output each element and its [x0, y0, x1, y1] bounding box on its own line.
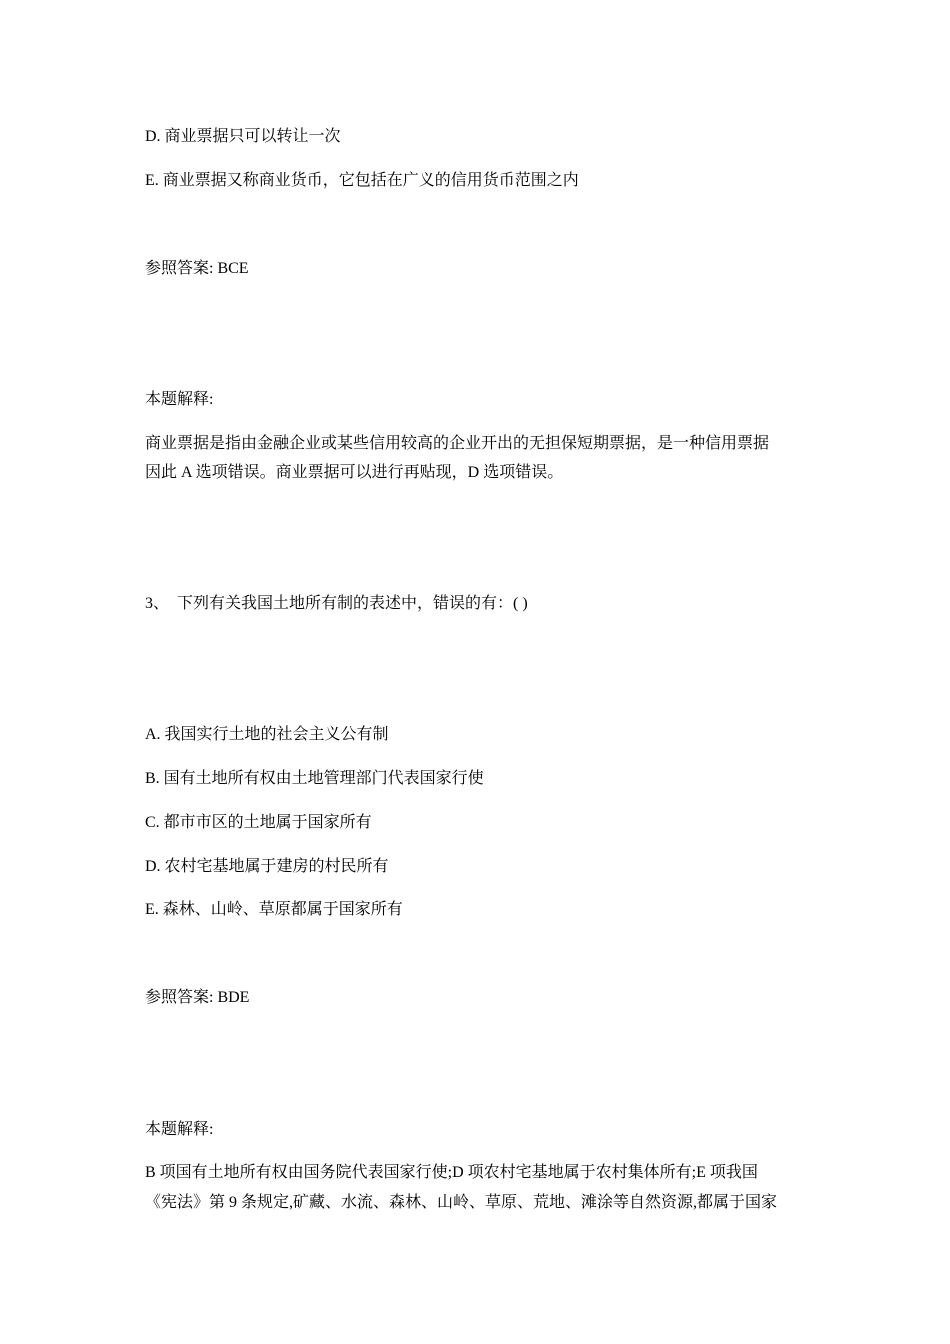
q3-option-d: D. 农村宅基地属于建房的村民所有 [145, 858, 389, 875]
q3-answer: 参照答案: BDE [145, 989, 250, 1006]
q3-explanation-line-1: B 项国有土地所有权由国务院代表国家行使;D 项农村宅基地属于农村集体所有;E 项我国 [145, 1164, 758, 1181]
q3-question: 3、 下列有关我国土地所有制的表述中，错误的有：( ) [145, 595, 528, 612]
q3-option-c: C. 都市市区的土地属于国家所有 [145, 814, 372, 831]
q2-option-d: D. 商业票据只可以转让一次 [145, 128, 341, 145]
q2-explanation-heading: 本题解释: [145, 391, 214, 408]
q2-answer: 参照答案: BCE [145, 260, 249, 277]
q2-option-e: E. 商业票据又称商业货币，它包括在广义的信用货币范围之内 [145, 172, 579, 189]
q3-option-b: B. 国有土地所有权由土地管理部门代表国家行使 [145, 770, 484, 787]
q3-option-e: E. 森林、山岭、草原都属于国家所有 [145, 901, 403, 918]
q3-option-a: A. 我国实行土地的社会主义公有制 [145, 726, 389, 743]
q2-explanation-line-1: 商业票据是指由金融企业或某些信用较高的企业开出的无担保短期票据，是一种信用票据 [145, 435, 770, 452]
q3-explanation-line-2: 《宪法》第 9 条规定,矿藏、水流、森林、山岭、草原、荒地、滩涂等自然资源,都属于国家 [145, 1194, 778, 1211]
q3-explanation-heading: 本题解释: [145, 1121, 214, 1138]
q2-explanation-line-2: 因此 A 选项错误。商业票据可以进行再贴现，D 选项错误。 [145, 464, 564, 481]
